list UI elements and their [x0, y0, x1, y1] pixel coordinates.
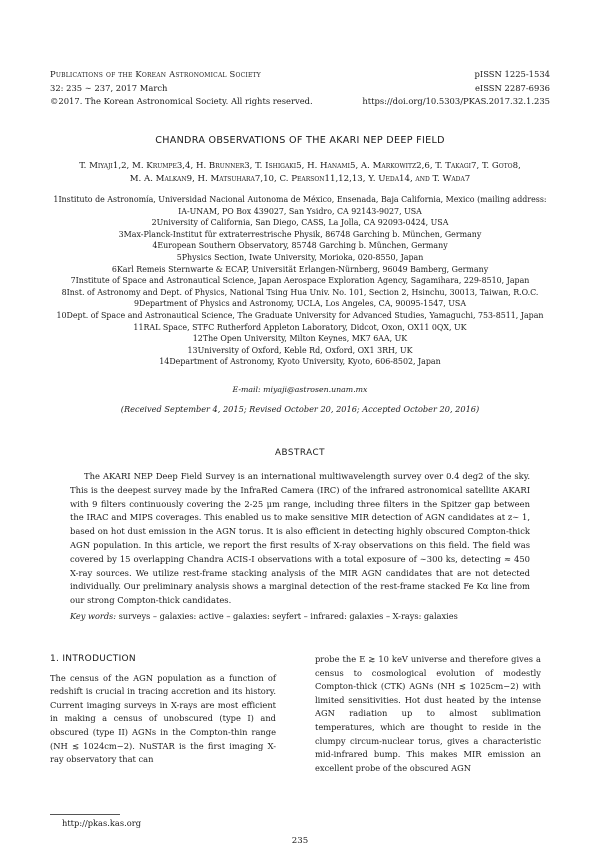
affiliation: 8Inst. of Astronomy and Dept. of Physics, National Tsing Hua Univ. No. 101, Section 2, Hsinchu, 30013, Taiwan, R.O.C.	[61, 287, 539, 297]
column-left	[50, 653, 276, 767]
doi-link[interactable]: https://doi.org/10.5303/PKAS.2017.32.1.235	[362, 96, 550, 106]
intro-paragraph-left: The census of the AGN population as a function of redshift is crucial in tracing accretion and its history. Current imaging surveys in X-rays are most efficient in making a census of unobscured (type I) and obscured (type II) AGNs in the Compton-thin range (NH ≲ 1024cm−2). NuSTAR is the first imaging X-ray observatory that can	[50, 672, 276, 765]
affiliation: 11RAL Space, STFC Rutherford Appleton Laboratory, Didcot, Oxon, OX11 0QX, UK	[133, 322, 467, 332]
footnote-url[interactable]: http://pkas.kas.org	[62, 818, 142, 828]
footnote-rule	[50, 814, 120, 815]
issn-online: eISSN 2287-6936	[474, 82, 550, 93]
affiliation: 13University of Oxford, Keble Rd, Oxford, OX1 3RH, UK	[187, 345, 413, 355]
affiliations	[52, 194, 548, 368]
affiliation: 7Institute of Space and Astronautical Science, Japan Aerospace Exploration Agency, Sagamihara, 229-8510, Japan	[70, 276, 530, 286]
keywords-list: surveys – galaxies: active – galaxies: seyfert – infrared: galaxies – X-rays: galaxies	[118, 611, 458, 621]
section-heading: 1. INTRODUCTION	[50, 654, 136, 664]
abstract-heading: ABSTRACT	[275, 448, 325, 458]
affiliation: 4European Southern Observatory, 85748 Garching b. München, Germany	[152, 241, 448, 251]
received-dates: (Received September 4, 2015; Revised October 20, 2016; Accepted October 20, 2016)	[120, 404, 480, 414]
affiliation: 2University of California, San Diego, CASS, La Jolla, CA 92093-0424, USA	[151, 218, 449, 228]
issn-print: pISSN 1225-1534	[474, 69, 550, 79]
intro-paragraph-right: probe the E ≳ 10 keV universe and therefore gives a census to cosmological evolution of modestly Compton-thick (CTK) AGNs (NH ≲ 1025cm−2) with limited sensitivities. Hot dust heated by the intense AGN radiation up to almost sublimation temperatures, which are thought to reside in the clumpy circum-nuclear torus, gives a characteristic mid-infrared bump. This makes MIR emission an excellent probe of the obscured AGN	[315, 654, 541, 773]
running-header	[50, 68, 550, 109]
citation: 32: 235 ∼ 237, 2017 March	[50, 82, 168, 93]
authors-line-1: T. Miyaji1,2, M. Krumpe3,4, H. Brunner3, T. Ishigaki5, H. Hanami5, A. Markowitz2,6, T. Takagi7, T. Goto8,	[79, 161, 521, 171]
abstract-text: The AKARI NEP Deep Field Survey is an international multiwavelength survey over 0.4 deg2 of the sky. This is the deepest survey made by the InfraRed Camera (IRC) of the infrared astronomical satellite AKARI with 9 filters continuously covering the 2-25 μm range, including three filters in the Spitzer gap between the IRAC and MIPS coverages. This enabled us to make sensitive MIR detection of AGN candidates at z∼ 1, based on hot dust emission in the AGN torus. It is also efficient in detecting highly obscured Compton-thick AGN population. In this article, we report the first results of X-ray observations on this field. The field was covered by 15 overlapping Chandra ACIS-I observations with a total exposure of ∼300 ks, detecting ≈ 450 X-ray sources. We utilize rest-frame stacking analysis of the MIR AGN candidates that are not detected individually. Our preliminary analysis shows a marginal detection of the rest-frame stacked Fe Kα line from our strong Compton-thick candidates.	[70, 471, 530, 606]
paper-title: CHANDRA OBSERVATIONS OF THE AKARI NEP DEEP FIELD	[155, 135, 445, 146]
copyright: ©2017. The Korean Astronomical Society. All rights reserved.	[50, 96, 313, 106]
affiliation: 1Instituto de Astronomía, Universidad Nacional Autonoma de México, Ensenada, Baja California, Mexico (mailing address: IA-UNAM, PO Box 439027, San Ysidro, CA 92143-9027, USA	[53, 195, 547, 216]
author-list	[58, 160, 542, 186]
affiliation: 12The Open University, Milton Keynes, MK7 6AA, UK	[192, 334, 408, 344]
affiliation: 10Dept. of Space and Astronautical Science, The Graduate University for Advanced Studies, Yamaguchi, 753-8511, Japan	[56, 310, 544, 320]
page-number: 235	[291, 836, 309, 846]
contact-email[interactable]: E-mail: miyaji@astrosen.unam.mx	[232, 385, 368, 394]
journal-name: Publications of the Korean Astronomical Society	[50, 69, 261, 79]
keywords-label: Key words:	[70, 611, 117, 621]
authors-line-2: M. A. Malkan9, H. Matsuhara7,10, C. Pearson11,12,13, Y. Ueda14, and T. Wada7	[129, 174, 471, 184]
affiliation: 9Department of Physics and Astronomy, UCLA, Los Angeles, CA, 90095-1547, USA	[133, 299, 467, 309]
affiliation: 14Department of Astronomy, Kyoto University, Kyoto, 606-8502, Japan	[159, 357, 441, 367]
affiliation: 5Physics Section, Iwate University, Morioka, 020-8550, Japan	[176, 252, 424, 262]
keywords	[70, 610, 530, 623]
column-right	[315, 653, 541, 775]
affiliation: 3Max-Planck-Institut für extraterrestrische Physik, 86748 Garching b. München, Germany	[118, 229, 482, 239]
affiliation: 6Karl Remeis Sternwarte & ECAP, Universität Erlangen-Nürnberg, 96049 Bamberg, Germany	[111, 264, 489, 274]
